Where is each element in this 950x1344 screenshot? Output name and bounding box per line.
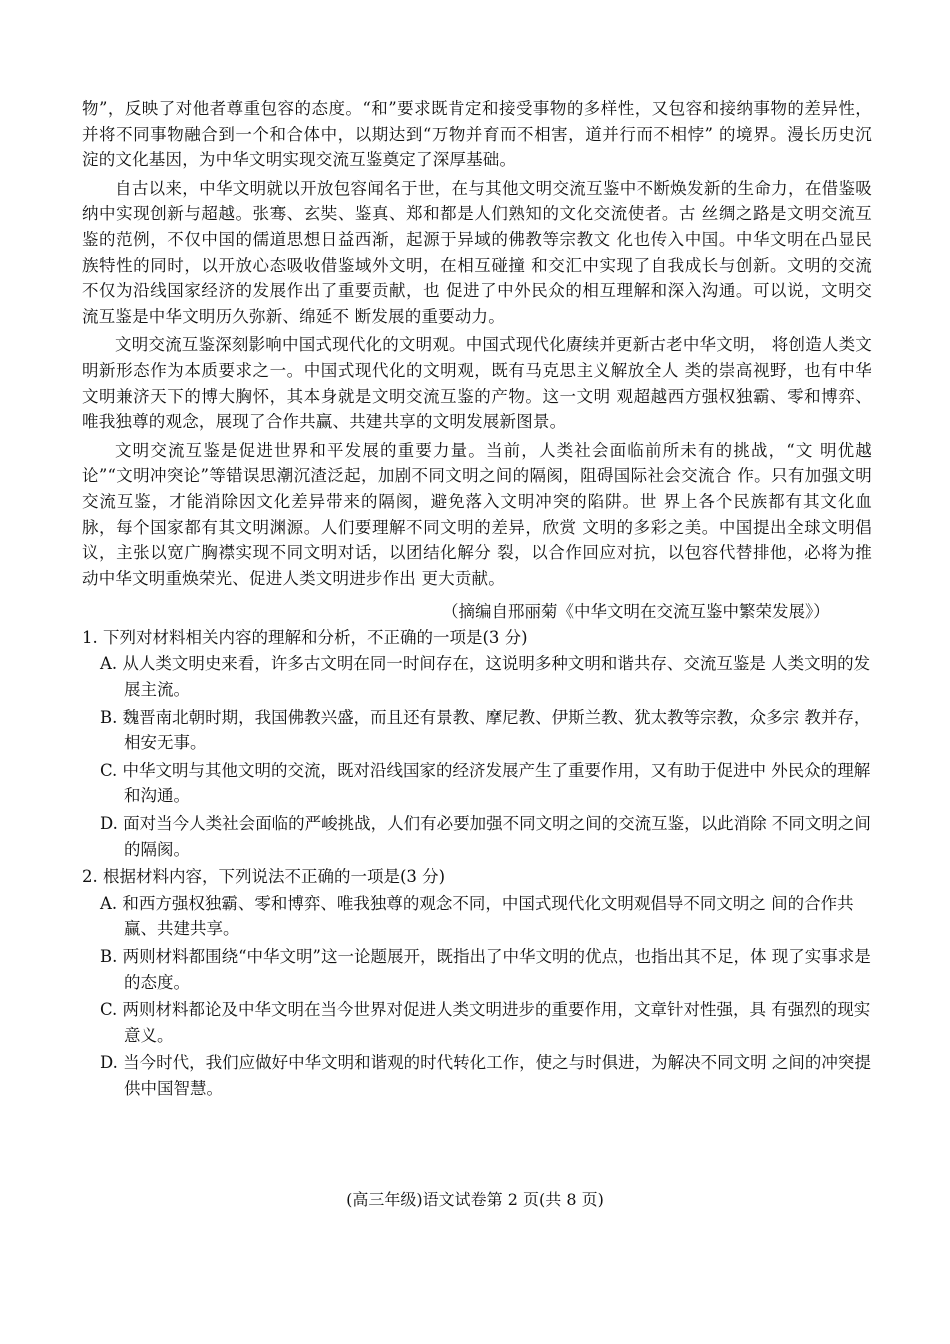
passage-paragraph-3: 文明交流互鉴深刻影响中国式现代化的文明观。中国式现代化赓续并更新古老中华文明， 将创造人类文明新形态作为本质要求之一。中国式现代化的文明观，既有马克思主义解放全人 类的崇高视野，也有中华文明兼济天下的博大胸怀，其本身就是文明交流互鉴的产物。这一文明 观超越西方强权独霸、零和博弈、唯我独尊的观念，展现了合作共赢、共建共享的文明发展新图景。 <box>82 335 872 432</box>
source-citation <box>82 599 872 625</box>
question-1-option-b: B. 魏晋南北朝时期，我国佛教兴盛，而且还有景教、摩尼教、伊斯兰教、犹太教等宗教，众多宗 教并存，相安无事。 <box>100 707 871 753</box>
question-1-stem: 1. 下列对材料相关内容的理解和分析，不正确的一项是(3 分) <box>82 627 528 647</box>
question-1-option-d: D. 面对当今人类社会面临的严峻挑战，人们有必要加强不同文明之间的交流互鉴，以此消除 不同文明之间的隔阂。 <box>100 814 871 859</box>
question-2-stem: 2. 根据材料内容，下列说法不正确的一项是(3 分) <box>82 867 446 887</box>
question-2-option-c: C. 两则材料都论及中华文明在当今世界对促进人类文明进步的重要作用，文章针对性强，具 有强烈的现实意义。 <box>100 1000 871 1045</box>
exam-page <box>82 96 872 1104</box>
question-2-option-d: D. 当今时代，我们应做好中华文明和谐观的时代转化工作，使之与时俱进，为解决不同文明 之间的冲突提供中国智慧。 <box>100 1053 871 1098</box>
page-footer: (高三年级)语文试卷第 2 页(共 8 页) <box>346 1190 604 1209</box>
question-2-option-b: B. 两则材料都围绕“中华文明”这一论题展开，既指出了中华文明的优点，也指出其不足，体 现了实事求是的态度。 <box>100 947 871 992</box>
question-1-option-c: C. 中华文明与其他文明的交流，既对沿线国家的经济发展产生了重要作用，又有助于促进中 外民众的理解和沟通。 <box>100 760 871 806</box>
passage-paragraph-1: 物”，反映了对他者尊重包容的态度。“和”要求既肯定和接受事物的多样性，又包容和接纳事物的差异性，并将不同事物融合到一个和合体中，以期达到“万物并育而不相害，道并行而不相悖” 的境界。漫长历史沉淀的文化基因，为中华文明实现交流互鉴奠定了深厚基础。 <box>82 99 872 170</box>
passage-paragraph-2: 自古以来，中华文明就以开放包容闻名于世，在与其他文明交流互鉴中不断焕发新的生命力，在借鉴吸纳中实现创新与超越。张骞、玄奘、鉴真、郑和都是人们熟知的文化交流使者。古 丝绸之路是文明交流互鉴的范例，不仅中国的儒道思想日益西渐，起源于异域的佛教等宗教文 化也传入中国。中华文明在凸显民族特性的同时，以开放心态吸收借鉴域外文明，在相互碰撞 和交汇中实现了自我成长与创新。文明的交流不仅为沿线国家经济的发展作出了重要贡献，也 促进了中外民众的相互理解和深入沟通。可以说，文明交流互鉴是中华文明历久弥新、绵延不 断发展的重要动力。 <box>82 178 872 326</box>
passage-paragraph-4: 文明交流互鉴是促进世界和平发展的重要力量。当前，人类社会面临前所未有的挑战，“文 明优越论”“文明冲突论”等错误思潮沉渣泛起，加剧不同文明之间的隔阂，阻碍国际社会交流合 作。只有加强文明交流互鉴，才能消除因文化差异带来的隔阂，避免落入文明冲突的陷阱。世 界上各个民族都有其文化血脉，每个国家都有其文明渊源。人们要理解不同文明的差异，欣赏 文明的多彩之美。中国提出全球文明倡议，主张以宽广胸襟实现不同文明对话，以团结化解分 裂，以合作回应对抗，以包容代替排他，必将为推动中华文明重焕荣光、促进人类文明进步作出 更大贡献。 <box>82 440 872 588</box>
question-2-option-a: A. 和西方强权独霸、零和博弈、唯我独尊的观念不同，中国式现代化文明观倡导不同文明之 间的合作共赢、共建共享。 <box>100 893 854 939</box>
source-text: （摘编自邢丽菊《中华文明在交流互鉴中繁荣发展》） <box>442 602 830 622</box>
question-1-option-a: A. 从人类文明史来看，许多古文明在同一时间存在，这说明多种文明和谐共存、交流互鉴是 人类文明的发展主流。 <box>100 654 871 700</box>
